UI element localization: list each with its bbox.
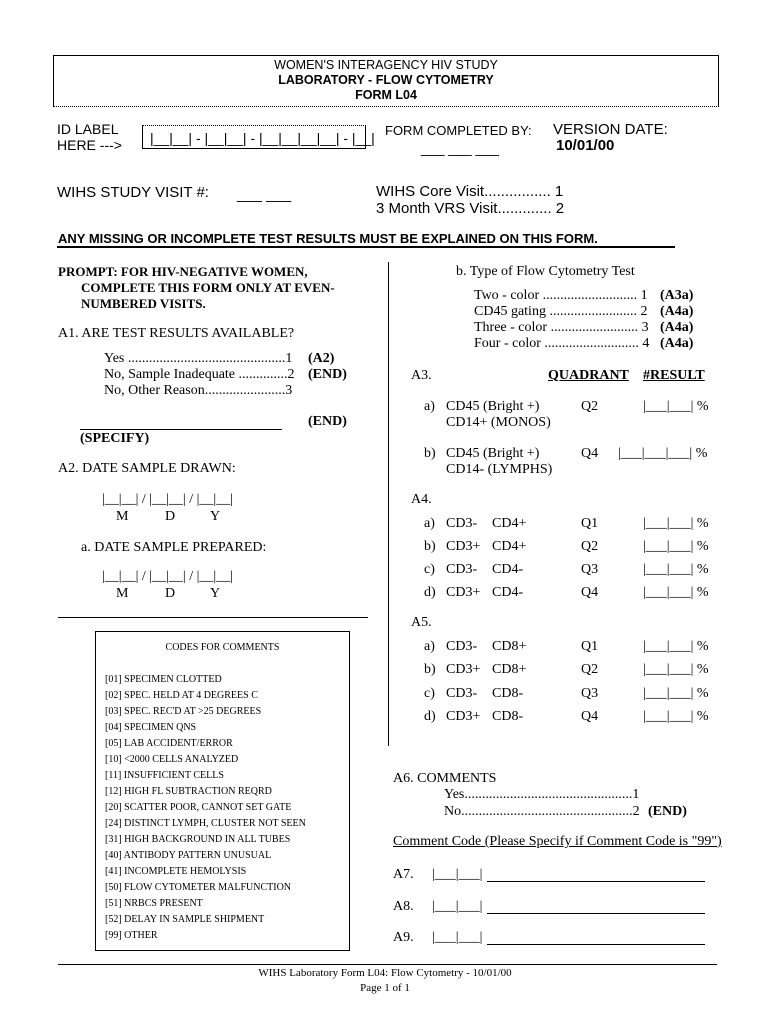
a5-label: A5. (411, 615, 432, 630)
a1-option-yes[interactable]: Yes .............................................1 (104, 351, 293, 366)
a4-marker1: CD3- (446, 562, 478, 577)
date-drawn-year-label: Y (210, 509, 221, 524)
notice-divider (57, 246, 675, 248)
footer-page-number: Page 1 of 1 (360, 982, 410, 994)
code-item: [01] SPECIMEN CLOTTED (105, 674, 222, 685)
a1-option-inadequate[interactable]: No, Sample Inadequate ..............2 (104, 367, 295, 382)
a6-label: A6. COMMENTS (393, 771, 497, 786)
completed-by-field[interactable]: ___ ___ ___ (421, 140, 499, 156)
a3a-marker-line2: CD14+ (MONOS) (446, 415, 551, 430)
date-prepared-field[interactable]: |__|__| / |__|__| / |__|__| (102, 569, 234, 584)
id-label-arrow: HERE ---> (57, 137, 122, 153)
visit-label: WIHS STUDY VISIT #: (57, 184, 209, 201)
b-skip: (A3a) (660, 288, 694, 303)
code-item: [10] <2000 CELLS ANALYZED (105, 754, 239, 765)
date-prepared-month-label: M (116, 586, 129, 601)
b-title: b. Type of Flow Cytometry Test (456, 264, 635, 279)
version-date: 10/01/00 (556, 137, 615, 154)
left-divider (58, 617, 368, 618)
code-item: [41] INCOMPLETE HEMOLYSIS (105, 866, 247, 877)
a5-marker2: CD8+ (492, 639, 527, 654)
missing-results-notice: ANY MISSING OR INCOMPLETE TEST RESULTS MUST BE EXPLAINED ON THIS FORM. (58, 231, 598, 246)
specify-label: (SPECIFY) (80, 431, 150, 446)
a1-question: A1. ARE TEST RESULTS AVAILABLE? (58, 326, 295, 341)
a6-option-no[interactable]: No.................................................2 (444, 804, 640, 819)
code-item: [03] SPEC. REC'D AT >25 DEGREES (105, 706, 262, 717)
code-item: [99] OTHER (105, 930, 158, 941)
prompt-line3: NUMBERED VISITS. (81, 296, 206, 311)
b-skip: (A4a) (660, 336, 694, 351)
a1-specify-skip-end: (END) (308, 414, 347, 429)
a1-skip-a2: (A2) (308, 351, 335, 366)
result-header: #RESULT (643, 368, 705, 383)
a7-label: A7. (393, 867, 414, 882)
a4-marker1: CD3+ (446, 585, 481, 600)
a1-option-other[interactable]: No, Other Reason.......................3 (104, 383, 293, 398)
a5-marker1: CD3+ (446, 709, 481, 724)
core-visit-option[interactable]: WIHS Core Visit................ 1 (376, 183, 564, 200)
a9-code-field[interactable]: |___|___| (432, 930, 483, 945)
date-prepared-year-label: Y (210, 586, 221, 601)
lab-title: LABORATORY - FLOW CYTOMETRY (278, 73, 494, 87)
b-option-three-color[interactable]: Three - color ......................... 3 (474, 320, 649, 335)
column-divider (388, 262, 389, 746)
a5-marker2: CD8- (492, 709, 524, 724)
code-item: [05] LAB ACCIDENT/ERROR (105, 738, 233, 749)
b-skip: (A4a) (660, 304, 694, 319)
a4-row-label: a) (424, 516, 435, 531)
vrs-visit-option[interactable]: 3 Month VRS Visit............. 2 (376, 200, 565, 217)
code-item: [31] HIGH BACKGROUND IN ALL TUBES (105, 834, 291, 845)
codes-title: CODES FOR COMMENTS (165, 642, 280, 653)
a3b-label: b) (424, 446, 436, 461)
footer-form-name: WIHS Laboratory Form L04: Flow Cytometry - 10/01/00 (258, 967, 512, 979)
code-item: [12] HIGH FL SUBTRACTION REQRD (105, 786, 272, 797)
a5-marker2: CD8- (492, 686, 524, 701)
a5-quadrant: Q2 (581, 662, 599, 677)
code-item: [24] DISTINCT LYMPH, CLUSTER NOT SEEN (105, 818, 306, 829)
a9-specify-line[interactable] (487, 944, 705, 945)
version-label: VERSION DATE: (553, 121, 668, 138)
a4-marker2: CD4- (492, 562, 524, 577)
a5-quadrant: Q1 (581, 639, 599, 654)
a4-result-field[interactable]: |___|___| % (643, 585, 709, 600)
a9-label: A9. (393, 930, 414, 945)
a4-marker1: CD3- (446, 516, 478, 531)
code-item: [50] FLOW CYTOMETER MALFUNCTION (105, 882, 292, 893)
code-item: [04] SPECIMEN QNS (105, 722, 197, 733)
study-title: WOMEN'S INTERAGENCY HIV STUDY (274, 58, 498, 72)
a1-skip-end: (END) (308, 367, 347, 382)
a5-marker1: CD3- (446, 686, 478, 701)
a3b-quadrant: Q4 (581, 446, 599, 461)
codes-for-comments-box (95, 631, 350, 951)
a6-option-yes[interactable]: Yes................................................1 (444, 787, 640, 802)
b-skip: (A4a) (660, 320, 694, 335)
prompt-line1: PROMPT: FOR HIV-NEGATIVE WOMEN, (58, 264, 308, 279)
a5-result-field[interactable]: |___|___| % (643, 709, 709, 724)
b-option-two-color[interactable]: Two - color ........................... 1 (474, 288, 648, 303)
a5-result-field[interactable]: |___|___| % (643, 686, 709, 701)
code-item: [51] NRBCS PRESENT (105, 898, 203, 909)
a4-quadrant: Q4 (581, 585, 599, 600)
a4-marker2: CD4- (492, 585, 524, 600)
a3a-label: a) (424, 399, 435, 414)
a5-row-label: d) (424, 709, 436, 724)
a4-label: A4. (411, 492, 432, 507)
a5-row-label: c) (424, 686, 435, 701)
date-drawn-field[interactable]: |__|__| / |__|__| / |__|__| (102, 492, 234, 507)
a5-marker1: CD3+ (446, 662, 481, 677)
a4-result-field[interactable]: |___|___| % (643, 516, 709, 531)
a5-quadrant: Q3 (581, 686, 599, 701)
a6-skip-end: (END) (648, 804, 687, 819)
date-prepared-day-label: D (165, 586, 176, 601)
a4-marker1: CD3+ (446, 539, 481, 554)
a4-row-label: d) (424, 585, 436, 600)
a5-result-field[interactable]: |___|___| % (643, 662, 709, 677)
footer-divider (58, 964, 717, 965)
a8-code-field[interactable]: |___|___| (432, 899, 483, 914)
b-option-cd45[interactable]: CD45 gating ......................... 2 (474, 304, 648, 319)
a5-row-label: a) (424, 639, 435, 654)
a4-row-label: b) (424, 539, 436, 554)
form-number: FORM L04 (355, 88, 417, 102)
date-prepared-label: a. DATE SAMPLE PREPARED: (81, 540, 267, 555)
completed-by-label: FORM COMPLETED BY: (385, 123, 532, 138)
id-label-text: ID LABEL (57, 121, 119, 137)
a4-row-label: c) (424, 562, 435, 577)
a7-specify-line[interactable] (487, 881, 705, 882)
a3b-result-field[interactable]: |___|___|___| % (618, 446, 708, 461)
specify-line[interactable] (80, 429, 282, 430)
a3a-marker-line1: CD45 (Bright +) (446, 399, 540, 414)
a3b-marker-line2: CD14- (LYMPHS) (446, 462, 553, 477)
a4-result-field[interactable]: |___|___| % (643, 562, 709, 577)
a3a-quadrant: Q2 (581, 399, 599, 414)
a3b-marker-line1: CD45 (Bright +) (446, 446, 540, 461)
a3a-result-field[interactable]: |___|___| % (643, 399, 709, 414)
code-item: [40] ANTIBODY PATTERN UNUSUAL (105, 850, 272, 861)
id-field[interactable]: |__|__| - |__|__| - |__|__|__|__| - |__| (150, 130, 375, 146)
a2-question: A2. DATE SAMPLE DRAWN: (58, 461, 236, 476)
a5-marker1: CD3- (446, 639, 478, 654)
a5-quadrant: Q4 (581, 709, 599, 724)
a4-quadrant: Q3 (581, 562, 599, 577)
code-item: [02] SPEC. HELD AT 4 DEGREES C (105, 690, 258, 701)
code-item: [11] INSUFFICIENT CELLS (105, 770, 224, 781)
a8-label: A8. (393, 899, 414, 914)
a8-specify-line[interactable] (487, 913, 705, 914)
a4-marker2: CD4+ (492, 516, 527, 531)
visit-field[interactable]: ___ ___ (237, 186, 292, 203)
a3-label: A3. (411, 368, 432, 383)
a5-marker2: CD8+ (492, 662, 527, 677)
a5-row-label: b) (424, 662, 436, 677)
b-option-four-color[interactable]: Four - color ........................... 4 (474, 336, 650, 351)
a4-quadrant: Q1 (581, 516, 599, 531)
code-item: [52] DELAY IN SAMPLE SHIPMENT (105, 914, 265, 925)
form-header (53, 55, 719, 107)
date-drawn-day-label: D (165, 509, 176, 524)
comment-code-label: Comment Code (Please Specify if Comment Code is "99") (393, 834, 722, 849)
a4-quadrant: Q2 (581, 539, 599, 554)
quadrant-header: QUADRANT (548, 368, 629, 383)
code-item: [20] SCATTER POOR, CANNOT SET GATE (105, 802, 292, 813)
date-drawn-month-label: M (116, 509, 129, 524)
a7-code-field[interactable]: |___|___| (432, 867, 483, 882)
a4-marker2: CD4+ (492, 539, 527, 554)
prompt-line2: COMPLETE THIS FORM ONLY AT EVEN- (81, 280, 335, 295)
a5-result-field[interactable]: |___|___| % (643, 639, 709, 654)
a4-result-field[interactable]: |___|___| % (643, 539, 709, 554)
